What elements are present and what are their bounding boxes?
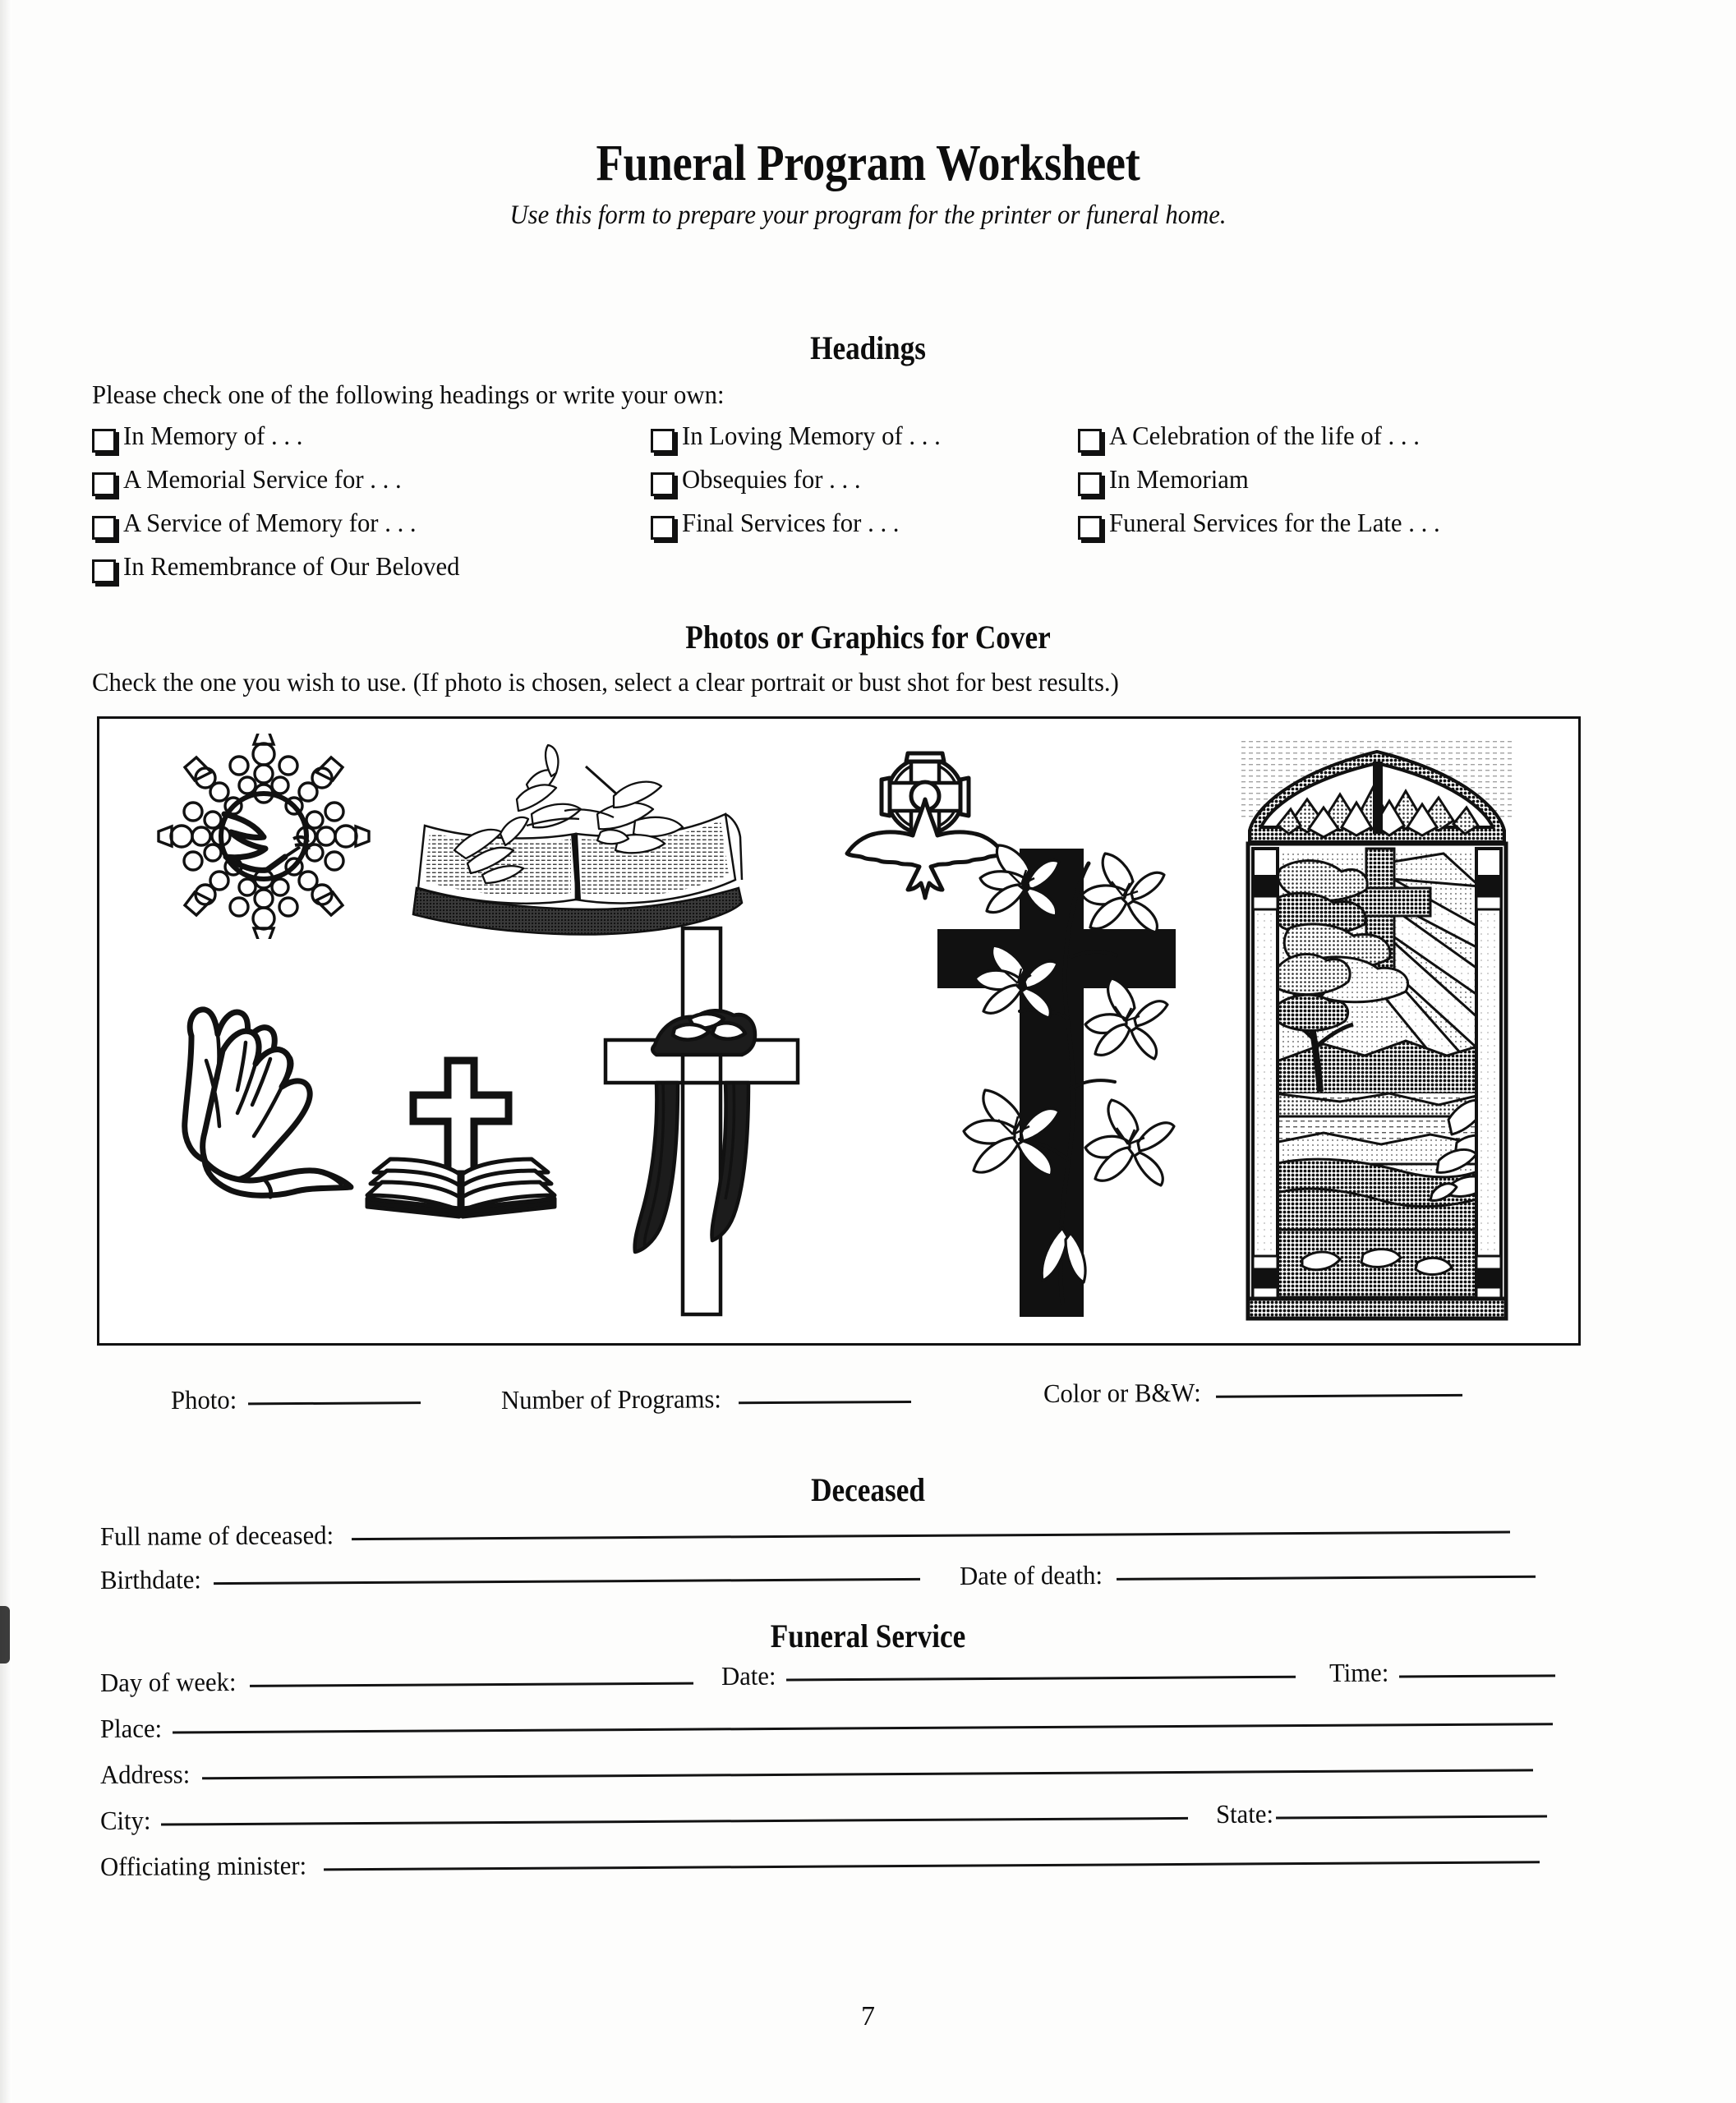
birthdate-input[interactable] (214, 1577, 920, 1585)
page-number: 7 (861, 2001, 875, 2032)
heading-option-label: In Remembrance of Our Beloved (123, 551, 460, 581)
heading-option-obsequies-for[interactable] (651, 464, 1078, 508)
heading-option-funeral-services-for-the-late[interactable] (1078, 508, 1620, 551)
city-label: City: (99, 1805, 151, 1835)
full-name-label: Full name of deceased: (99, 1520, 334, 1551)
checkbox-icon[interactable] (651, 516, 675, 540)
heading-option-service-of-memory-for[interactable] (92, 508, 651, 551)
checkbox-icon[interactable] (92, 429, 116, 453)
officiating-minister-field[interactable] (100, 1843, 1548, 1882)
heading-option-label: In Memoriam (1109, 464, 1249, 494)
photo-label: Photo: (170, 1384, 237, 1415)
day-of-week-field[interactable] (100, 1664, 702, 1698)
day-of-week-input[interactable] (250, 1682, 693, 1687)
city-field[interactable] (100, 1799, 1196, 1836)
color-or-bw-field[interactable] (1043, 1376, 1471, 1409)
service-date-label: Date: (721, 1660, 776, 1691)
city-input[interactable] (161, 1816, 1188, 1826)
photos-instruction-text: Check the one you wish to use. (If photo is chosen, select a clear portrait or bust shot for best results.) (92, 667, 1119, 697)
photo-input[interactable] (248, 1401, 421, 1405)
date-of-death-field[interactable] (960, 1558, 1544, 1591)
funeral-service-section-heading: Funeral Service (770, 1618, 966, 1654)
headings-column-2 (651, 421, 1078, 595)
scan-edge-artifact (0, 0, 12, 2103)
checkbox-icon[interactable] (1078, 516, 1102, 540)
title-block (0, 138, 1736, 231)
praying-hands-graphic[interactable] (140, 982, 387, 1203)
color-or-bw-input[interactable] (1216, 1393, 1462, 1398)
cross-on-open-book-graphic[interactable] (362, 1056, 559, 1220)
number-of-programs-label: Number of Programs: (500, 1383, 722, 1415)
stained-glass-window-graphic[interactable] (1241, 734, 1513, 1325)
heading-option-in-memory-of[interactable] (92, 421, 651, 464)
state-field[interactable] (1216, 1797, 1555, 1829)
heading-option-in-remembrance-of-our-beloved[interactable] (92, 551, 651, 595)
heading-option-label: In Loving Memory of . . . (682, 421, 941, 450)
heading-option-label: Final Services for . . . (682, 508, 900, 537)
service-date-input[interactable] (786, 1675, 1296, 1682)
checkbox-icon[interactable] (651, 472, 675, 496)
place-input[interactable] (173, 1722, 1553, 1733)
checkbox-icon[interactable] (1078, 429, 1102, 453)
place-field[interactable] (100, 1705, 1561, 1744)
page-subtitle: Use this form to prepare your program for the printer or funeral home. (509, 200, 1227, 230)
checkbox-icon[interactable] (92, 472, 116, 496)
full-name-input[interactable] (352, 1530, 1510, 1541)
headings-section-heading: Headings (810, 329, 926, 366)
heading-option-label: Obsequies for . . . (682, 464, 861, 494)
officiating-minister-label: Officiating minister: (99, 1850, 307, 1881)
heading-option-celebration-of-the-life-of[interactable] (1078, 421, 1620, 464)
checkbox-icon[interactable] (651, 429, 675, 453)
heading-option-label: A Memorial Service for . . . (123, 464, 402, 494)
heading-option-in-loving-memory-of[interactable] (651, 421, 1078, 464)
state-input[interactable] (1276, 1815, 1547, 1820)
birthdate-label: Birthdate: (99, 1564, 201, 1595)
open-bible-with-lilies-graphic[interactable] (403, 735, 748, 949)
day-of-week-label: Day of week: (99, 1666, 237, 1697)
heading-option-in-memoriam[interactable] (1078, 464, 1620, 508)
heading-option-final-services-for[interactable] (651, 508, 1078, 551)
headings-checklist (92, 421, 1637, 595)
date-of-death-input[interactable] (1117, 1575, 1536, 1581)
place-label: Place: (99, 1713, 163, 1743)
address-input[interactable] (202, 1768, 1533, 1779)
date-of-death-label: Date of death: (959, 1559, 1103, 1590)
heading-option-label: In Memory of . . . (123, 421, 303, 450)
draped-cross-graphic[interactable] (592, 920, 814, 1331)
headings-instruction-text: Please check one of the following headings or write your own: (92, 380, 725, 409)
checkbox-icon[interactable] (92, 516, 116, 540)
headings-column-1 (92, 421, 651, 595)
service-time-label: Time: (1328, 1657, 1389, 1687)
heading-option-label: A Service of Memory for . . . (123, 508, 417, 537)
checkbox-icon[interactable] (92, 559, 116, 583)
heading-option-label: Funeral Services for the Late . . . (1109, 508, 1440, 537)
full-name-of-deceased-field[interactable] (100, 1512, 1518, 1552)
deceased-section-heading: Deceased (811, 1471, 925, 1508)
birthdate-field[interactable] (100, 1560, 928, 1595)
checkbox-icon[interactable] (1078, 472, 1102, 496)
heading-option-label: A Celebration of the life of . . . (1109, 421, 1420, 450)
state-label: State: (1215, 1798, 1274, 1829)
page-title: Funeral Program Worksheet (596, 136, 1140, 191)
photos-section-heading: Photos or Graphics for Cover (685, 619, 1051, 656)
dove-in-rays-graphic[interactable] (132, 734, 395, 939)
scan-binding-mark (0, 1606, 10, 1664)
number-of-programs-field[interactable] (501, 1383, 919, 1415)
graphics-selection-box (97, 716, 1581, 1346)
number-of-programs-input[interactable] (739, 1400, 911, 1404)
photo-field[interactable] (171, 1383, 429, 1415)
address-field[interactable] (100, 1751, 1541, 1790)
officiating-minister-input[interactable] (324, 1860, 1540, 1871)
service-time-field[interactable] (1329, 1656, 1564, 1688)
heading-option-memorial-service-for[interactable] (92, 464, 651, 508)
service-date-field[interactable] (721, 1658, 1305, 1691)
color-or-bw-label: Color or B&W: (1043, 1377, 1201, 1408)
headings-column-3 (1078, 421, 1620, 595)
service-time-input[interactable] (1399, 1673, 1555, 1677)
address-label: Address: (99, 1759, 191, 1789)
cross-with-lilies-graphic[interactable] (921, 842, 1192, 1327)
